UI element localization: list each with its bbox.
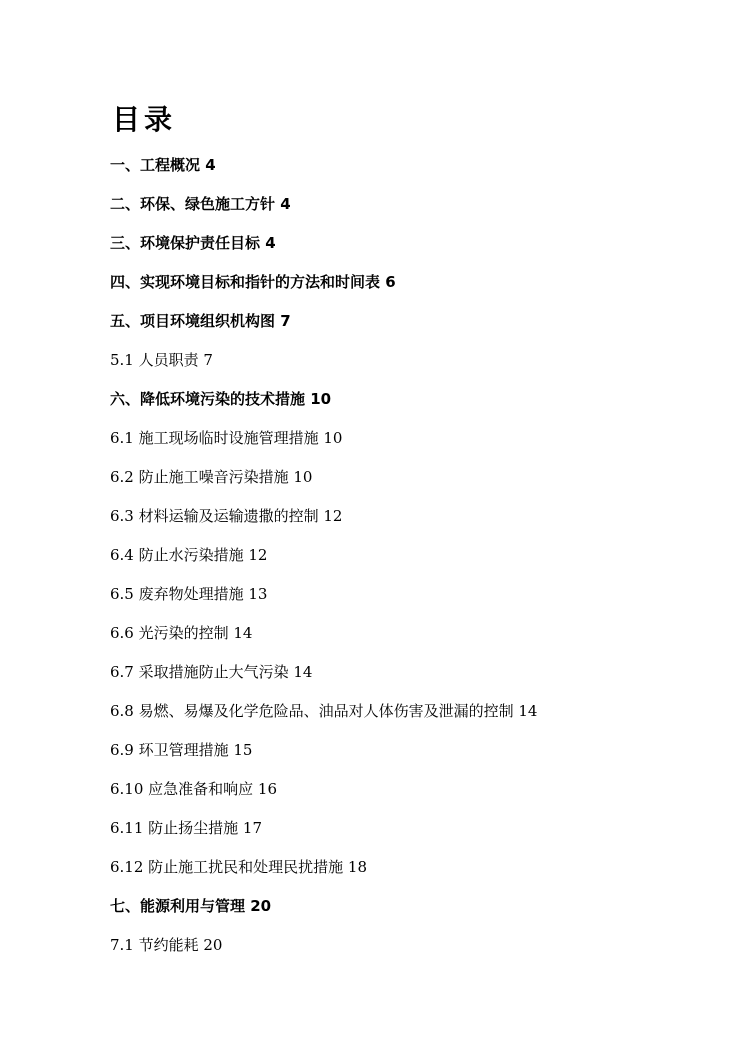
toc-chapter-entry[interactable]: 六、降低环境污染的技术措施 10 [110, 390, 332, 408]
table-of-contents [110, 152, 710, 971]
toc-section-entry[interactable]: 6.10 应急准备和响应 16 [110, 780, 278, 798]
toc-chapter-entry[interactable]: 二、环保、绿色施工方针 4 [110, 195, 291, 213]
toc-chapter-entry[interactable]: 五、项目环境组织机构图 7 [110, 312, 291, 330]
toc-section-entry[interactable]: 6.4 防止水污染措施 12 [110, 546, 268, 564]
toc-section-entry[interactable]: 6.7 采取措施防止大气污染 14 [110, 663, 313, 681]
toc-section-entry[interactable]: 6.8 易燃、易爆及化学危险品、油品对人体伤害及泄漏的控制 14 [110, 702, 538, 720]
toc-chapter-entry[interactable]: 四、实现环境目标和指针的方法和时间表 6 [110, 273, 396, 291]
toc-title: 目录 [112, 103, 177, 136]
toc-section-entry[interactable]: 6.12 防止施工扰民和处理民扰措施 18 [110, 858, 368, 876]
toc-section-entry[interactable]: 6.3 材料运输及运输遗撒的控制 12 [110, 507, 343, 525]
toc-chapter-entry[interactable]: 三、环境保护责任目标 4 [110, 234, 276, 252]
toc-section-entry[interactable]: 7.1 节约能耗 20 [110, 936, 223, 954]
toc-chapter-entry[interactable]: 一、工程概况 4 [110, 156, 216, 174]
toc-section-entry[interactable]: 6.1 施工现场临时设施管理措施 10 [110, 429, 343, 447]
toc-section-entry[interactable]: 6.5 废弃物处理措施 13 [110, 585, 268, 603]
toc-section-entry[interactable]: 5.1 人员职责 7 [110, 351, 213, 369]
toc-section-entry[interactable]: 6.6 光污染的控制 14 [110, 624, 253, 642]
toc-section-entry[interactable]: 6.9 环卫管理措施 15 [110, 741, 253, 759]
toc-chapter-entry[interactable]: 七、能源利用与管理 20 [110, 897, 272, 915]
toc-section-entry[interactable]: 6.2 防止施工噪音污染措施 10 [110, 468, 313, 486]
toc-section-entry[interactable]: 6.11 防止扬尘措施 17 [110, 819, 263, 837]
